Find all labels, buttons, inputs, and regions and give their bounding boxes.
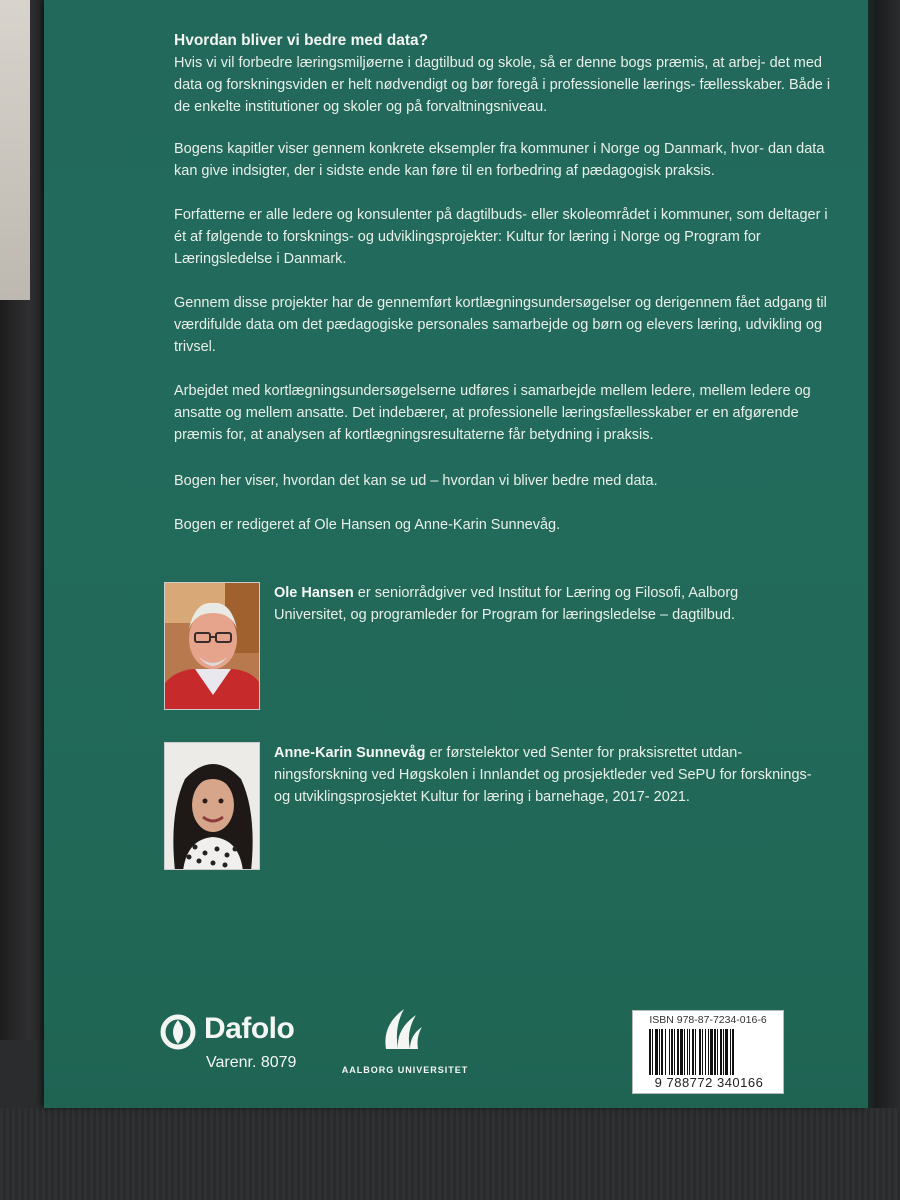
paragraph-block-2 xyxy=(174,138,834,182)
isbn-digits: 9 788772 340166 xyxy=(654,1075,764,1090)
paragraph-block-5 xyxy=(174,380,834,446)
paragraph-2: Bogens kapitler viser gennem konkrete eksempler fra kommuner i Norge og Danmark, hvor- dan data kan give indsigter, der i sidste ende kan føre til en forbedring af pædagogisk praksis. xyxy=(174,141,825,179)
aau-logo-icon xyxy=(376,1005,426,1053)
author-bio-text: er seniorrådgiver ved Institut for Læring og Filosofi, Aalborg Universitet, og programleder for Program for læringsledelse – dagtilbud. xyxy=(274,585,739,623)
author-bio-text: er førstelektor ved Senter for praksisrettet utdan- ningsforskning ved Høgskolen i Innlandet og prosjektleder ved SePU for forsknings- og utviklingsprosjektet Kultur for læring i barnehage, 2017- 2021. xyxy=(274,745,812,805)
dafolo-logo xyxy=(160,1010,310,1080)
paragraph-block-4 xyxy=(174,292,834,358)
left-background-paper xyxy=(0,0,30,300)
author-ole-hansen xyxy=(164,582,824,722)
book-back-cover xyxy=(44,0,868,1108)
author-name: Anne-Karin Sunnevåg xyxy=(274,745,426,761)
university-name: AALBORG UNIVERSITET xyxy=(341,1065,469,1075)
bottom-background-surface xyxy=(0,1108,900,1200)
paragraph-4: Gennem disse projekter har de gennemført kortlægningsundersøgelser og derigennem fået adgang til værdifulde data om det pædagogiske personales samarbejde og børn og elevers læring, udvikling og trivsel. xyxy=(174,295,827,355)
paragraph-block-7 xyxy=(174,514,834,536)
paragraph-3: Forfatterne er alle ledere og konsulenter på dagtilbuds- eller skoleområdet i kommuner, som deltager i ét af følgende to forsknings- og udviklingsprojekter: Kultur for læring i Norge og Program for Læringsledelse i Danmark. xyxy=(174,207,828,267)
paragraph-5: Arbejdet med kortlægningsundersøgelserne udføres i samarbejde mellem ledere, mellem ledere og ansatte og mellem ansatte. Det indebærer, at professionelle læringsfællesskaber er en afgørende præmis for, at analysen af kortlægningsresultaterne får betydning i praksis. xyxy=(174,383,811,443)
isbn-barcode xyxy=(632,1010,784,1094)
isbn-label: ISBN 978-87-7234-016-6 xyxy=(649,1014,767,1026)
author-anne-karin-sunnevag xyxy=(164,742,824,882)
author-bio-ole-hansen xyxy=(274,582,814,626)
cover-heading: Hvordan bliver vi bedre med data? xyxy=(174,32,429,49)
publisher-name: Dafolo xyxy=(204,1012,295,1045)
paragraph-1: Hvis vi vil forbedre læringsmiljøerne i dagtilbud og skole, så er denne bogs præmis, at arbej- det med data og forskningsviden er helt nødvendigt og bør foregå i professionelle lærings- fællesskaber. Både i de enkelte institutioner og skoler og på forvaltningsniveau. xyxy=(174,55,831,115)
author-bio-anne-karin-sunnevag xyxy=(274,742,814,808)
dafolo-logo-icon xyxy=(160,1014,196,1050)
intro-block xyxy=(174,30,834,118)
paragraph-7: Bogen er redigeret af Ole Hansen og Anne-Karin Sunnevåg. xyxy=(174,517,561,533)
barcode-icon xyxy=(649,1029,775,1075)
author-name: Ole Hansen xyxy=(274,585,354,601)
author-photo-ole-hansen xyxy=(164,582,260,710)
author-photo-anne-karin-sunnevag xyxy=(164,742,260,870)
author-photo-ole-hansen-image xyxy=(165,583,260,710)
paragraph-block-3 xyxy=(174,204,834,270)
paragraph-block-6 xyxy=(174,470,834,492)
author-photo-anne-karin-sunnevag-image xyxy=(165,743,260,870)
aalborg-universitet-logo xyxy=(330,1005,480,1085)
item-number: Varenr. 8079 xyxy=(206,1054,297,1071)
paragraph-6: Bogen her viser, hvordan det kan se ud – hvordan vi bliver bedre med data. xyxy=(174,473,658,489)
